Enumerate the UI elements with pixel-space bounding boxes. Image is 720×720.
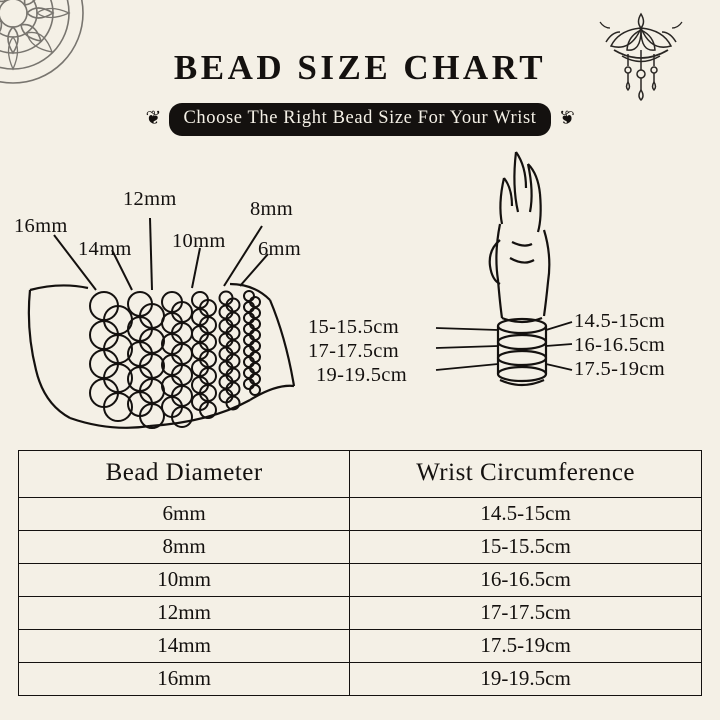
cell-wrist-circumference: 14.5-15cm xyxy=(350,498,702,531)
table-header-bead-diameter: Bead Diameter xyxy=(19,451,350,498)
bead-label-14mm: 14mm xyxy=(78,238,132,260)
bead-label-12mm: 12mm xyxy=(123,188,177,210)
cell-wrist-circumference: 16-16.5cm xyxy=(350,564,702,597)
table-header-row xyxy=(19,451,702,498)
bead-label-6mm: 6mm xyxy=(258,238,302,260)
cell-bead-diameter: 10mm xyxy=(19,564,350,597)
bead-and-hand-drawing xyxy=(0,130,720,450)
illustration-area xyxy=(0,130,720,450)
bead-label-8mm: 8mm xyxy=(250,198,294,220)
table-row xyxy=(19,498,702,531)
cell-bead-diameter: 12mm xyxy=(19,597,350,630)
page-title: BEAD SIZE CHART xyxy=(173,48,547,87)
flourish-left-icon: ❦ xyxy=(145,108,162,129)
cell-wrist-circumference: 17-17.5cm xyxy=(350,597,702,630)
cell-wrist-circumference: 17.5-19cm xyxy=(350,630,702,663)
bead-label-16mm: 16mm xyxy=(14,215,68,237)
cell-bead-diameter: 6mm xyxy=(19,498,350,531)
cell-bead-diameter: 14mm xyxy=(19,630,350,663)
subtitle-banner: Choose The Right Bead Size For Your Wrist xyxy=(169,103,550,136)
table-row xyxy=(19,597,702,630)
size-table xyxy=(18,450,702,696)
table-row xyxy=(19,564,702,597)
wrist-label-left-2: 17-17.5cm xyxy=(308,340,399,362)
cell-bead-diameter: 16mm xyxy=(19,663,350,696)
wrist-label-right-1: 14.5-15cm xyxy=(574,310,665,332)
wrist-label-left-3: 19-19.5cm xyxy=(316,364,407,386)
table-row xyxy=(19,531,702,564)
table-row xyxy=(19,630,702,663)
bead-label-10mm: 10mm xyxy=(172,230,226,252)
cell-wrist-circumference: 15-15.5cm xyxy=(350,531,702,564)
wrist-label-left-1: 15-15.5cm xyxy=(308,316,399,338)
cell-wrist-circumference: 19-19.5cm xyxy=(350,663,702,696)
wrist-label-right-2: 16-16.5cm xyxy=(574,334,665,356)
table-header-wrist-circumference: Wrist Circumference xyxy=(350,451,702,498)
table-row xyxy=(19,663,702,696)
flourish-right-icon: ❦ xyxy=(558,108,575,129)
wrist-label-right-3: 17.5-19cm xyxy=(574,358,665,380)
cell-bead-diameter: 8mm xyxy=(19,531,350,564)
